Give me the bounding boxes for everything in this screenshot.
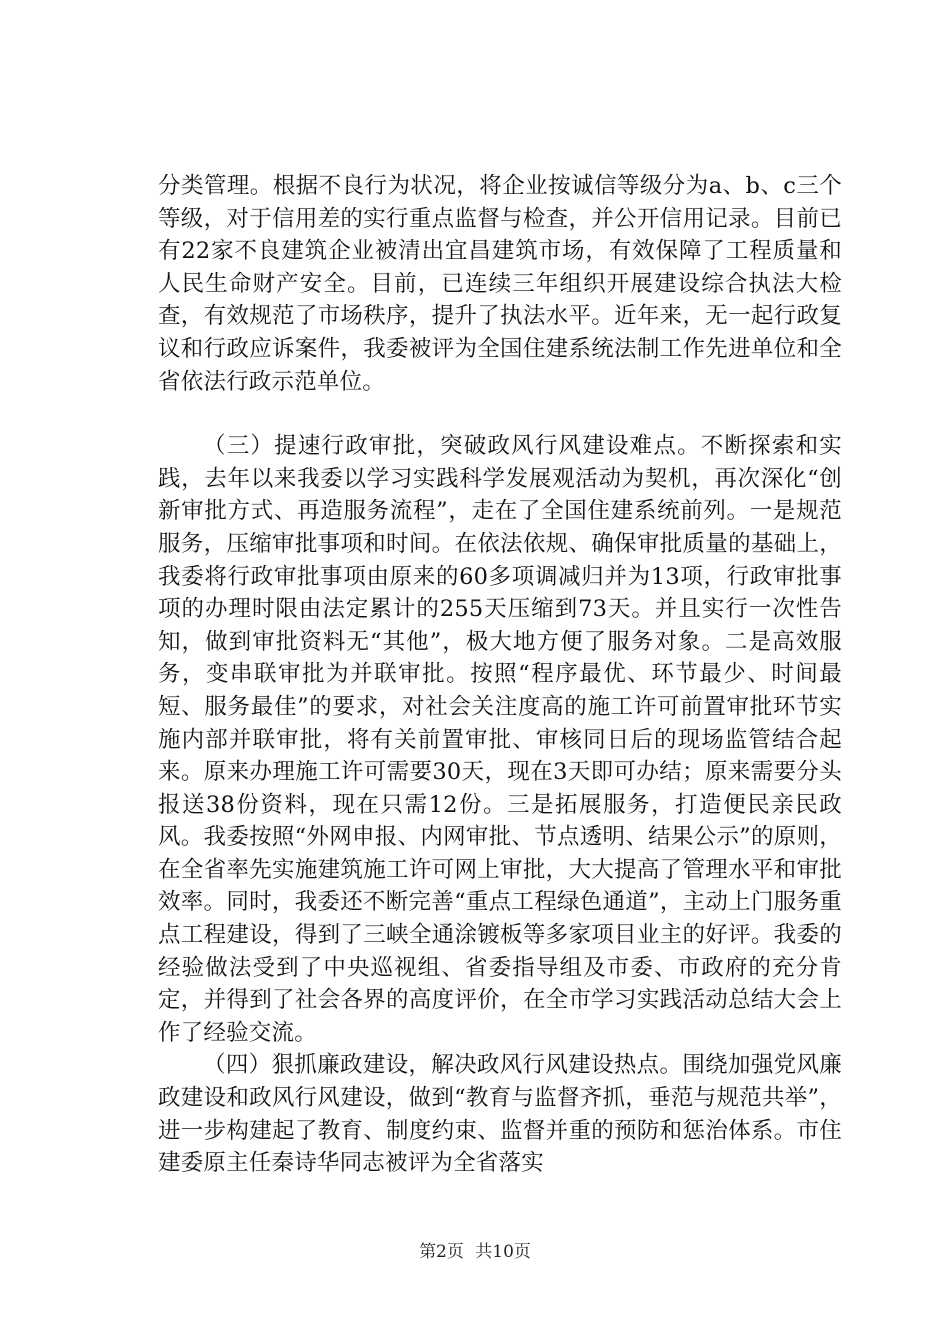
paragraph-administrative-approval: （三）提速行政审批，突破政风行风建设难点。不断探索和实践，去年以来我委以学习实践科学发展观活动为契机，再次深化“创新审批方式、再造服务流程”，走在了全国住建系统前列。一是规范服务，压缩审批事项和时间。在依法依规、确保审批质量的基础上，我委将行政审批事项由原来的60多项调减归并为13项，行政审批事项的办理时限由法定累计的255天压缩到73天。并且实行一次性告知，做到审批资料无“其他”，极大地方便了服务对象。二是高效服务，变串联审批为并联审批。按照“程序最优、环节最少、时间最短、服务最佳”的要求，对社会关注度高的施工许可前置审批环节实施内部并联审批，将有关前置审批、审核同日后的现场监管结合起来。原来办理施工许可需要30天，现在3天即可办结；原来需要分头报送38份资料，现在只需12份。三是拓展服务，打造便民亲民政风。我委按照“外网申报、内网审批、节点透明、结果公示”的原则，在全省率先实施建筑施工许可网上审批，大大提高了管理水平和审批效率。同时，我委还不断完善“重点工程绿色通道”，主动上门服务重点工程建设，得到了三峡全通涂镀板等多家项目业主的好评。我委的经验做法受到了中央巡视组、省委指导组及市委、市政府的充分肯定，并得到了社会各界的高度评价，在全市学习实践活动总结大会上作了经验交流。 [158,433,842,1046]
page-number: 第2页 [419,1242,464,1262]
paragraph-clean-government: （四）狠抓廉政建设，解决政风行风建设热点。围绕加强党风廉政建设和政风行风建设，做到“教育与监督齐抓，垂范与规范共举”，进一步构建起了教育、制度约束、监督并重的预防和惩治体系。市住建委原主任秦诗华同志被评为全省落实 [158,1052,842,1177]
document-body [158,170,842,1180]
paragraph-classified-management: 分类管理。根据不良行为状况，将企业按诚信等级分为a、b、c三个等级，对于信用差的实行重点监督与检查，并公开信用记录。目前已有22家不良建筑企业被清出宜昌建筑市场，有效保障了工程质量和人民生命财产安全。目前，已连续三年组织开展建设综合执法大检查，有效规范了市场秩序，提升了执法水平。近年来，无一起行政复议和行政应诉案件，我委被评为全国住建系统法制工作先进单位和全省依法行政示范单位。 [158,173,842,395]
page-footer [0,1241,950,1263]
paragraph-gap [158,398,842,430]
page-total: 共10页 [475,1242,531,1262]
